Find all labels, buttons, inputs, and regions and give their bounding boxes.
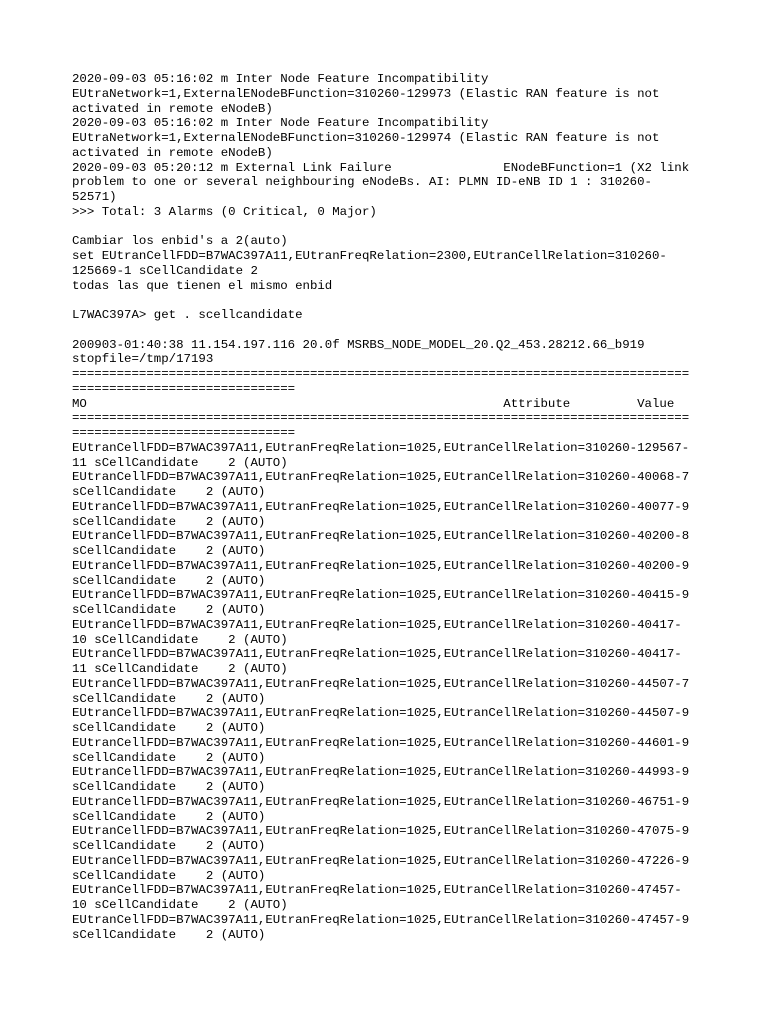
row-attribute-value: sCellCandidate 2 (AUTO) [72,485,266,499]
table-row [72,618,712,648]
table-row [72,441,712,471]
blank-line [72,220,712,235]
table-row [72,913,712,943]
command-line: L7WAC397A> get . scellcandidate [72,308,303,322]
table-row [72,647,712,677]
row-mo-text: EUtranCellFDD=B7WAC397A11,EUtranFreqRelation=1025,EUtranCellRelation=310260-129567- [72,440,690,455]
row-mo-text: EUtranCellFDD=B7WAC397A11,EUtranFreqRelation=1025,EUtranCellRelation=310260-47226-9 [72,853,690,868]
alarm-line: problem to one or several neighbouring eNodeBs. AI: PLMN ID-eNB ID 1 : 310260- [72,175,652,190]
note-line: todas las que tienen el mismo enbid [72,278,333,293]
blank-line [72,323,712,338]
table-row [72,854,712,884]
row-mo-text: EUtranCellFDD=B7WAC397A11,EUtranFreqRelation=1025,EUtranCellRelation=310260-40200-8 [72,529,690,544]
table-rows [72,441,712,943]
row-attribute-value: sCellCandidate 2 (AUTO) [72,809,266,824]
row-attribute-value: sCellCandidate 2 (AUTO) [72,780,266,794]
row-attribute-value: 11 sCellCandidate 2 (AUTO) [72,662,288,676]
row-attribute-value: sCellCandidate 2 (AUTO) [72,603,266,617]
alarm-log [72,72,712,220]
alarm-line: activated in remote eNodeB) [72,145,273,160]
alarm-line: 52571) [72,190,117,204]
separator-line: ============================== [72,381,296,396]
alarm-line: activated in remote eNodeB) [72,101,273,116]
alarm-line: 2020-09-03 05:16:02 m Inter Node Feature Incompatibility [72,72,489,86]
note-line: Cambiar los enbid's a 2(auto) [72,234,288,249]
alarm-line: EUtraNetwork=1,ExternalENodeBFunction=310260-129974 (Elastic RAN feature is not [72,131,660,145]
row-mo-text: EUtranCellFDD=B7WAC397A11,EUtranFreqRelation=1025,EUtranCellRelation=310260-46751-9 [72,794,690,809]
row-mo-text: EUtranCellFDD=B7WAC397A11,EUtranFreqRelation=1025,EUtranCellRelation=310260-44507-9 [72,706,690,721]
table-row [72,588,712,618]
row-attribute-value: sCellCandidate 2 (AUTO) [72,691,266,706]
blank-line [72,293,712,308]
row-attribute-value: sCellCandidate 2 (AUTO) [72,750,266,765]
table-row [72,706,712,736]
row-attribute-value: sCellCandidate 2 (AUTO) [72,927,266,942]
row-attribute-value: sCellCandidate 2 (AUTO) [72,544,266,558]
row-attribute-value: 10 sCellCandidate 2 (AUTO) [72,632,288,647]
session-info [72,338,712,368]
row-mo-text: EUtranCellFDD=B7WAC397A11,EUtranFreqRelation=1025,EUtranCellRelation=310260-47457-9 [72,912,690,927]
alarm-line: EUtraNetwork=1,ExternalENodeBFunction=310260-129973 (Elastic RAN feature is not [72,86,660,101]
table-row [72,883,712,913]
table-row [72,677,712,707]
row-mo-text: EUtranCellFDD=B7WAC397A11,EUtranFreqRelation=1025,EUtranCellRelation=310260-40200-9 [72,558,690,573]
table-row [72,765,712,795]
row-mo-text: EUtranCellFDD=B7WAC397A11,EUtranFreqRelation=1025,EUtranCellRelation=310260-47075-9 [72,824,690,839]
session-info-line: stopfile=/tmp/17193 [72,352,214,367]
row-attribute-value: sCellCandidate 2 (AUTO) [72,868,266,883]
row-mo-text: EUtranCellFDD=B7WAC397A11,EUtranFreqRelation=1025,EUtranCellRelation=310260-44601-9 [72,735,690,750]
row-attribute-value: sCellCandidate 2 (AUTO) [72,721,266,735]
row-mo-text: EUtranCellFDD=B7WAC397A11,EUtranFreqRelation=1025,EUtranCellRelation=310260-40068-7 [72,470,690,485]
row-mo-text: EUtranCellFDD=B7WAC397A11,EUtranFreqRelation=1025,EUtranCellRelation=310260-40077-9 [72,499,690,514]
row-mo-text: EUtranCellFDD=B7WAC397A11,EUtranFreqRelation=1025,EUtranCellRelation=310260-40417- [72,647,682,662]
table-header: MO Attribute Value [72,396,675,411]
row-mo-text: EUtranCellFDD=B7WAC397A11,EUtranFreqRelation=1025,EUtranCellRelation=310260-40417- [72,617,682,632]
separator-line: =================================================================================== [72,367,690,381]
row-attribute-value: 10 sCellCandidate 2 (AUTO) [72,898,288,912]
mo-table [72,367,712,942]
row-attribute-value: sCellCandidate 2 (AUTO) [72,839,266,853]
separator-line: =================================================================================== [72,411,690,426]
table-row [72,824,712,854]
alarm-total: >>> Total: 3 Alarms (0 Critical, 0 Major) [72,204,377,219]
table-row [72,500,712,530]
note-line: set EUtranCellFDD=B7WAC397A11,EUtranFreqRelation=2300,EUtranCellRelation=310260- [72,249,667,263]
row-mo-text: EUtranCellFDD=B7WAC397A11,EUtranFreqRelation=1025,EUtranCellRelation=310260-47457- [72,883,682,898]
row-mo-text: EUtranCellFDD=B7WAC397A11,EUtranFreqRelation=1025,EUtranCellRelation=310260-44507-7 [72,676,690,691]
row-attribute-value: sCellCandidate 2 (AUTO) [72,573,266,588]
table-row [72,529,712,559]
separator-line: ============================== [72,426,296,440]
row-attribute-value: sCellCandidate 2 (AUTO) [72,514,266,529]
note-line: 125669-1 sCellCandidate 2 [72,263,258,278]
table-row [72,736,712,766]
terminal-log-document [72,72,712,942]
session-info-line: 200903-01:40:38 11.154.197.116 20.0f MSRBS_NODE_MODEL_20.Q2_453.28212.66_b919 [72,337,645,352]
alarm-line: 2020-09-03 05:20:12 m External Link Failure ENodeBFunction=1 (X2 link [72,160,690,175]
row-mo-text: EUtranCellFDD=B7WAC397A11,EUtranFreqRelation=1025,EUtranCellRelation=310260-40415-9 [72,588,690,603]
table-row [72,795,712,825]
row-mo-text: EUtranCellFDD=B7WAC397A11,EUtranFreqRelation=1025,EUtranCellRelation=310260-44993-9 [72,765,690,780]
alarm-line: 2020-09-03 05:16:02 m Inter Node Feature Incompatibility [72,116,489,131]
table-row [72,559,712,589]
note-block [72,234,712,293]
row-attribute-value: 11 sCellCandidate 2 (AUTO) [72,455,288,470]
table-row [72,470,712,500]
